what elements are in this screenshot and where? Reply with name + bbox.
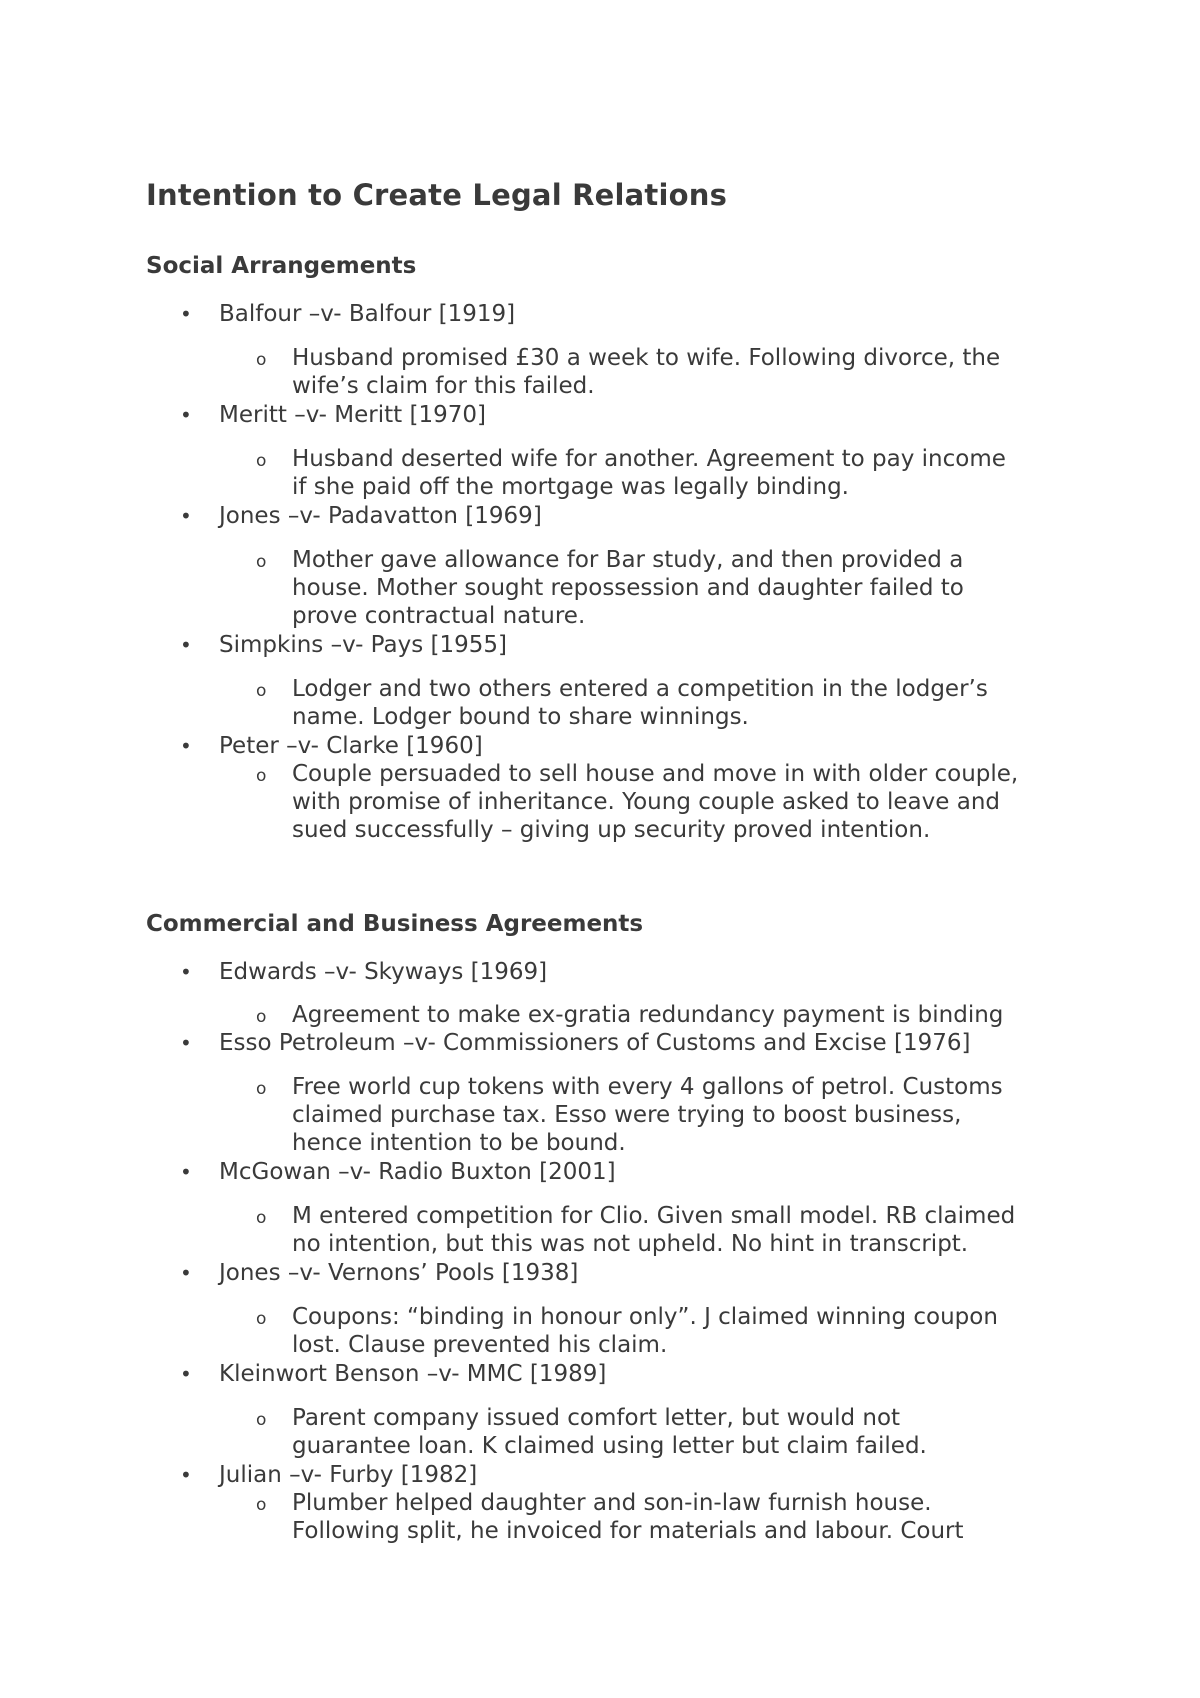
bullet-icon: • xyxy=(180,1362,192,1386)
case-note-text: Coupons: “binding in honour only”. J claimed winning coupon lost. Clause prevented his claim. xyxy=(292,1304,998,1358)
case-name: Peter –v- Clarke [1960] xyxy=(219,733,483,759)
sub-bullet-icon: o xyxy=(256,350,267,370)
case-name: Edwards –v- Skyways [1969] xyxy=(219,959,548,985)
bullet-icon: • xyxy=(180,734,192,758)
bullet-icon: • xyxy=(180,1463,192,1487)
section-heading-commercial: Commercial and Business Agreements xyxy=(146,911,644,937)
case-name: Julian –v- Furby [1982] xyxy=(219,1462,478,1488)
page-title: Intention to Create Legal Relations xyxy=(146,178,728,212)
bullet-icon: • xyxy=(180,960,192,984)
bullet-icon: • xyxy=(180,633,192,657)
case-note-text: Mother gave allowance for Bar study, and then provided a house. Mother sought repossession and daughter failed to prove contractual nature. xyxy=(292,547,964,629)
sub-bullet-icon: o xyxy=(256,1495,267,1515)
case-name: Balfour –v- Balfour [1919] xyxy=(219,301,516,327)
case-note-text: Plumber helped daughter and son-in-law furnish house. Following split, he invoiced for materials and labour. Court xyxy=(292,1490,964,1544)
sub-bullet-icon: o xyxy=(256,1208,267,1228)
sub-bullet-icon: o xyxy=(256,1007,267,1027)
sub-bullet-icon: o xyxy=(256,451,267,471)
bullet-icon: • xyxy=(180,504,192,528)
sub-bullet-icon: o xyxy=(256,552,267,572)
case-name: Jones –v- Padavatton [1969] xyxy=(219,503,542,529)
bullet-icon: • xyxy=(180,1261,192,1285)
case-note-text: M entered competition for Clio. Given small model. RB claimed no intention, but this was not upheld. No hint in transcript. xyxy=(292,1203,1016,1257)
bullet-icon: • xyxy=(180,1031,192,1055)
sub-bullet-icon: o xyxy=(256,1410,267,1430)
sub-bullet-icon: o xyxy=(256,766,267,786)
case-name: Jones –v- Vernons’ Pools [1938] xyxy=(219,1260,579,1286)
case-name: McGowan –v- Radio Buxton [2001] xyxy=(219,1159,616,1185)
case-note-text: Parent company issued comfort letter, but would not guarantee loan. K claimed using letter but claim failed. xyxy=(292,1405,927,1459)
case-note-text: Husband deserted wife for another. Agreement to pay income if she paid off the mortgage was legally binding. xyxy=(292,446,1006,500)
case-note-text: Couple persuaded to sell house and move in with older couple, with promise of inheritance. Young couple asked to leave and sued successfully – giving up security proved intention. xyxy=(292,761,1019,843)
bullet-icon: • xyxy=(180,403,192,427)
sub-bullet-icon: o xyxy=(256,1309,267,1329)
bullet-icon: • xyxy=(180,302,192,326)
case-note-text: Lodger and two others entered a competition in the lodger’s name. Lodger bound to share winnings. xyxy=(292,676,988,730)
sub-bullet-icon: o xyxy=(256,1079,267,1099)
bullet-icon: • xyxy=(180,1160,192,1184)
sub-bullet-icon: o xyxy=(256,681,267,701)
case-note-text: Husband promised £30 a week to wife. Following divorce, the wife’s claim for this failed. xyxy=(292,345,1001,399)
case-name: Kleinwort Benson –v- MMC [1989] xyxy=(219,1361,607,1387)
case-name: Esso Petroleum –v- Commissioners of Customs and Excise [1976] xyxy=(219,1030,971,1056)
section-heading-social: Social Arrangements xyxy=(146,253,417,279)
case-name: Meritt –v- Meritt [1970] xyxy=(219,402,486,428)
case-note-text: Agreement to make ex-gratia redundancy payment is binding xyxy=(292,1002,1004,1028)
case-name: Simpkins –v- Pays [1955] xyxy=(219,632,507,658)
case-note-text: Free world cup tokens with every 4 gallons of petrol. Customs claimed purchase tax. Esso were trying to boost business, hence intention to be bound. xyxy=(292,1074,1003,1156)
